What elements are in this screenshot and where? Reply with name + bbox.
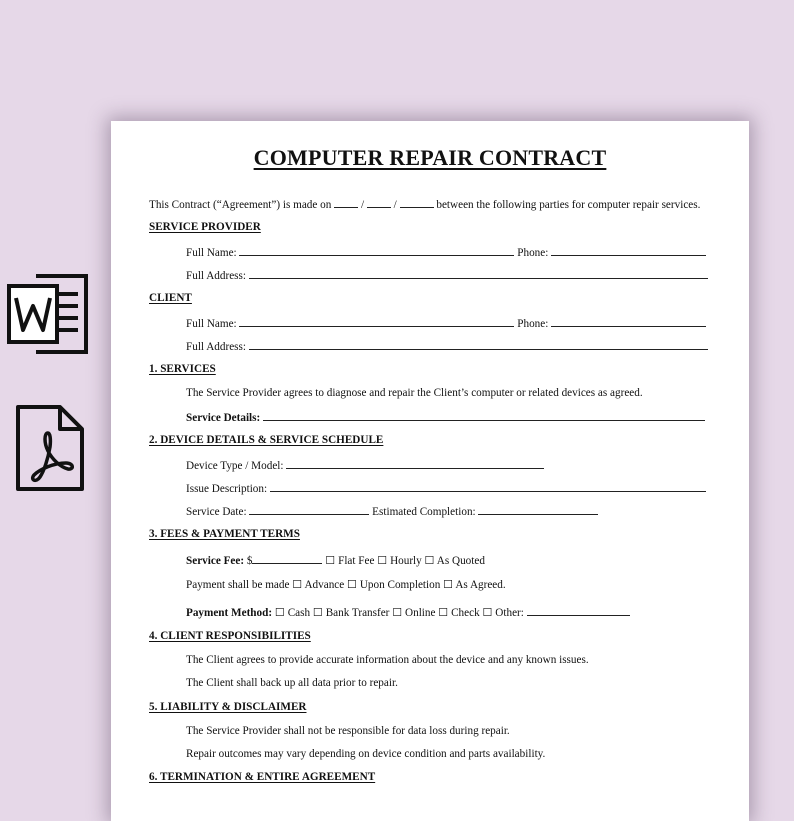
- date-year-field[interactable]: [400, 196, 434, 208]
- document-title: COMPUTER REPAIR CONTRACT: [253, 145, 607, 170]
- termination-heading: 6. TERMINATION & ENTIRE AGREEMENT: [149, 771, 376, 783]
- service-fee-row: Service Fee: $ ☐ Flat Fee ☐ Hourly ☐ As Quoted: [186, 552, 485, 568]
- service-details-field[interactable]: [263, 409, 705, 421]
- date-month-field[interactable]: [367, 196, 391, 208]
- issue-description-field[interactable]: [270, 480, 706, 492]
- date-day-field[interactable]: [334, 196, 358, 208]
- device-heading: 2. DEVICE DETAILS & SERVICE SCHEDULE: [149, 434, 384, 446]
- intro-line: This Contract (“Agreement”) is made on / / between the following parties for computer repair services.: [149, 196, 700, 212]
- client-address-field[interactable]: [249, 338, 708, 350]
- provider-name-field[interactable]: [239, 244, 514, 256]
- device-type-field[interactable]: [286, 457, 544, 469]
- liability-line-2: Repair outcomes may vary depending on device condition and parts availability.: [186, 748, 546, 760]
- contract-page: [111, 121, 749, 821]
- completion-date-field[interactable]: [478, 503, 598, 515]
- payment-other-field[interactable]: [527, 604, 630, 616]
- client-phone-field[interactable]: [551, 315, 706, 327]
- responsibilities-line-2: The Client shall back up all data prior to repair.: [186, 677, 398, 689]
- provider-address-field[interactable]: [249, 267, 708, 279]
- service-date-field[interactable]: [249, 503, 369, 515]
- service-provider-heading: SERVICE PROVIDER: [149, 221, 261, 233]
- liability-line-1: The Service Provider shall not be responsible for data loss during repair.: [186, 725, 510, 737]
- client-name-row: Full Name: Phone:: [186, 315, 706, 331]
- service-date-row: Service Date: Estimated Completion:: [186, 503, 598, 519]
- provider-name-row: Full Name: Phone:: [186, 244, 706, 260]
- payment-method-checkboxes[interactable]: ☐ Cash ☐ Bank Transfer ☐ Online ☐ Check ☐ Other:: [274, 607, 524, 619]
- client-name-field[interactable]: [239, 315, 514, 327]
- service-details-row: Service Details:: [186, 409, 705, 425]
- device-type-row: Device Type / Model:: [186, 457, 544, 473]
- payment-method-row: Payment Method: ☐ Cash ☐ Bank Transfer ☐ Online ☐ Check ☐ Other:: [186, 604, 630, 620]
- issue-description-row: Issue Description:: [186, 480, 706, 496]
- word-document-icon: [6, 272, 94, 356]
- pdf-document-icon: [14, 403, 86, 493]
- client-address-row: Full Address:: [186, 338, 708, 354]
- fee-type-checkboxes[interactable]: ☐ Flat Fee ☐ Hourly ☐ As Quoted: [325, 555, 485, 567]
- responsibilities-heading: 4. CLIENT RESPONSIBILITIES: [149, 630, 311, 642]
- provider-address-row: Full Address:: [186, 267, 708, 283]
- liability-heading: 5. LIABILITY & DISCLAIMER: [149, 701, 307, 713]
- payment-timing-row[interactable]: Payment shall be made ☐ Advance ☐ Upon Completion ☐ As Agreed.: [186, 579, 506, 591]
- services-text: The Service Provider agrees to diagnose and repair the Client’s computer or related devices as agreed.: [186, 387, 643, 399]
- services-heading: 1. SERVICES: [149, 363, 216, 375]
- client-heading: CLIENT: [149, 292, 192, 304]
- provider-phone-field[interactable]: [551, 244, 706, 256]
- responsibilities-line-1: The Client agrees to provide accurate information about the device and any known issues.: [186, 654, 589, 666]
- fees-heading: 3. FEES & PAYMENT TERMS: [149, 528, 300, 540]
- service-fee-field[interactable]: [252, 552, 322, 564]
